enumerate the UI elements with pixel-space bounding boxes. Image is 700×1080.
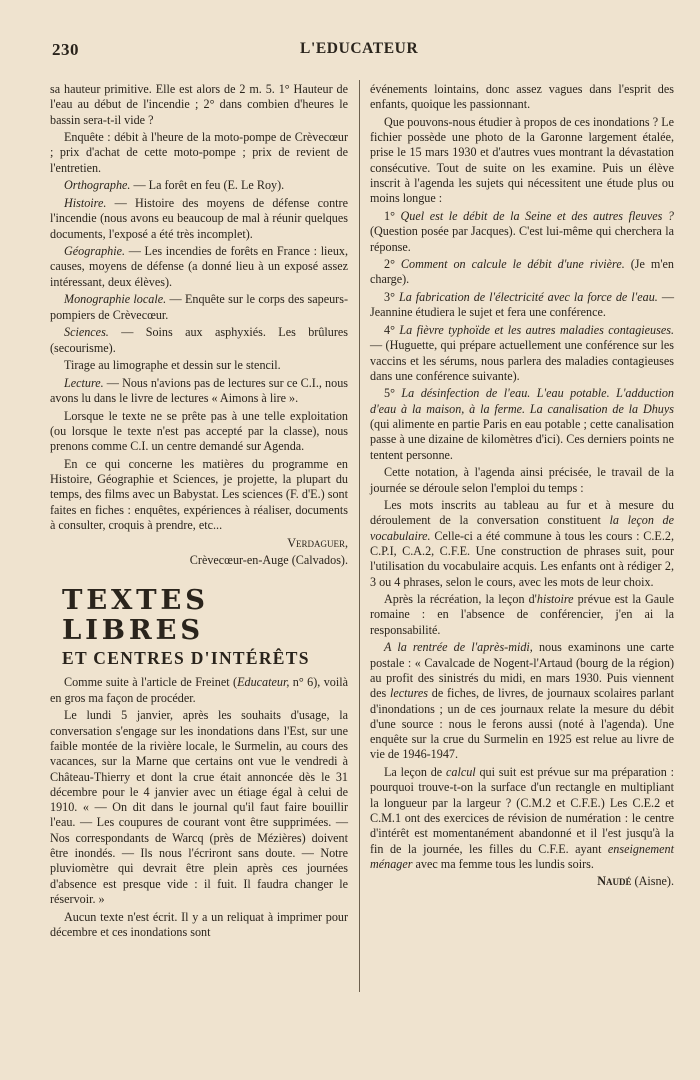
- apres-midi-text-d: de fiches, de livres, de journaux scolaires parlant d'inondations ; un de ces journaux relate la mesure du débit d'une source : nous le ferons aussi (noté à l'agenda). Une enquête sur la crue du Surmelin en 1925 est relue au livre de vie de 1946-1947.: [370, 686, 675, 762]
- item-2-label: Comment on calcule le débit d'une rivière.: [400, 257, 625, 272]
- right-paragraph-inondations: Que pouvons-nous étudier à propos de ces inondations ? Le fichier possède une photo de la Garonne largement étalée, prise le 15 mars 1930 et d'autres vues montrant la dévastation consécutive. Tout de suite on les examine. Puis un élève inscrit à l'agenda les sujets qui nécessitent une étude plus ou moins longue :: [370, 114, 674, 206]
- histoire-word: histoire: [536, 592, 574, 607]
- left-paragraph-aucun: Aucun texte n'est écrit. Il y a un reliquat à imprimer pour décembre et ces inondations sont: [50, 909, 348, 939]
- left-paragraph-histoire: [50, 196, 348, 242]
- left-paragraph-sciences: [50, 325, 348, 356]
- geographie-text: — Les incendies de forêts en France : lieux, causes, moyens de défense (a donné lieu à un exposé assez intéressant, deux élèves).: [50, 244, 348, 289]
- right-item-4: [370, 323, 674, 384]
- left-paragraph-orthographe: [50, 178, 348, 193]
- vocab-label: la leçon de vocabulaire.: [370, 513, 675, 543]
- item-5-label: La désinfection de l'eau. L'eau potable. L'adduction d'eau à la maison, à la ferme. La canalisation de la Dhuys: [370, 386, 674, 416]
- left-paragraph-enquete: Enquête : débit à l'heure de la moto-pompe de Crèvecœur ; prix d'achat de cette moto-pompe ; prix de revient de l'entretien.: [50, 130, 348, 175]
- column-divider: [359, 80, 360, 992]
- calcul-text-a: La leçon de: [384, 765, 446, 780]
- lecture-label: Lecture.: [64, 375, 104, 390]
- right-signature-place: (Aisne).: [631, 874, 674, 889]
- lectures-word: lectures: [389, 686, 428, 701]
- right-signature-name: Naudé: [597, 874, 632, 889]
- sciences-label: Sciences.: [64, 325, 109, 340]
- orthographe-text: — La forêt en feu (E. Le Roy).: [130, 178, 285, 193]
- left-paragraph-tirage: Tirage au limographe et dessin sur le stencil.: [64, 358, 281, 373]
- monographie-text: — Enquête sur le corps des sapeurs-pompiers de Crèvecœur.: [50, 292, 348, 322]
- item-5-number: 5°: [384, 386, 402, 401]
- item-3-text: — Jeannine étudiera le sujet et fera une conférence.: [370, 290, 674, 320]
- item-4-text: — (Huguette, qui prépare actuellement une conférence sur les vaccins et les sérums, nous parlera des maladies contagieuses dans une conférence suivante).: [370, 338, 674, 383]
- right-paragraph-1: événements lointains, donc assez vagues dans l'esprit des enfants, quoique les passionnant.: [370, 82, 674, 112]
- item-5-text: (qui alimente en partie Paris en eau potable ; cette canalisation passe à une dizaine de kilomètres d'ici). Ces derniers points ne tentent personne.: [370, 417, 674, 462]
- item-1-label: Quel est le débit de la Seine et des autres fleuves ?: [400, 208, 675, 223]
- right-item-3: [370, 290, 674, 321]
- signature-name: Verdaguer,: [287, 535, 348, 550]
- sciences-text: — Soins aux asphyxiés. Les brûlures (secourisme).: [50, 325, 348, 355]
- right-item-2: [370, 257, 674, 288]
- item-3-label: La fabrication de l'électricité avec la force de l'eau.: [398, 290, 658, 305]
- orthographe-label: Orthographe.: [64, 178, 131, 193]
- left-paragraph-geographie: [50, 244, 348, 290]
- apres-midi-text-b: nous examinons une carte postale : « Cavalcade de Nogent-l'Artaud (bourg de la région) au profit des sinistrés du midi, en mars 1930. Puis viennent des: [370, 640, 674, 701]
- apres-midi-label: A la rentrée de l'après-midi,: [384, 640, 533, 655]
- histoire-text: — Histoire des moyens de défense contre l'incendie (nous avons eu beaucoup de mal à réunir quelques documents, l'exposé a été très incomplet).: [50, 195, 348, 241]
- right-paragraph-histoire: [370, 592, 674, 638]
- calcul-text-c: qui suit est prévue sur ma préparation : pourquoi trouve-t-on la surface d'un rectangle en multipliant la longueur par la largeur ? (C.M.2 et C.F.E.) Les C.E.2 et C.M.1 ont des exercices de révision de numération : le centre d'intérêt est momentanément abandonné et il l'est jusqu'à la fin de la journée, les filles du C.F.E. ayant: [370, 765, 674, 856]
- page-number: 230: [52, 40, 79, 59]
- vocab-text-c: Celle-ci a été commune à tous les cours : C.E.2, C.P.I, C.A.2, C.F.E. Une construction de phrases suit, pour l'utilisation du vocabulaire acquis. Les enfants ont à rédiger 2, 3 ou 4 phrases, selon le cours, avec les mots de leur choix.: [370, 528, 674, 589]
- right-item-5: [370, 386, 674, 462]
- left-paragraph-lecture: [50, 376, 348, 407]
- geographie-label: Géographie.: [64, 244, 126, 259]
- enseignement-menager: enseignement ménager: [370, 841, 674, 871]
- left-paragraph-monographie: [50, 292, 348, 323]
- right-paragraph-vocabulaire: [370, 498, 674, 590]
- histoire-label: Histoire.: [64, 195, 107, 210]
- lecture-text: — Nous n'avions pas de lectures sur ce C.I., nous avons lu dans le livre de lectures « Aimons à lire ».: [50, 375, 348, 406]
- left-paragraph-lorsque: Lorsque le texte ne se prête pas à une telle exploitation (ou lorsque le texte n'est pas accepté par la classe), nous prenons comme C.I. un centre demandé sur Agenda.: [50, 408, 348, 454]
- histoire-text-c: prévue est la Gaule romaine : en l'absence de conférencier, j'en ai la responsabilité.: [370, 592, 674, 637]
- right-paragraph-notation: Cette notation, à l'agenda ainsi précisée, le travail de la journée se déroule selon l'emploi du temps :: [370, 465, 674, 495]
- histoire-text-a: Après la récréation, la leçon d': [384, 592, 537, 607]
- right-signature: [370, 874, 674, 889]
- right-column: [370, 82, 674, 892]
- right-paragraph-apres-midi: [370, 640, 674, 762]
- item-4-label: La fièvre typhoïde et les autres maladies contagieuses.: [399, 322, 674, 337]
- item-1-number: 1°: [384, 208, 401, 223]
- intro-educateur: Educateur,: [237, 675, 290, 690]
- calcul-text-e: avec ma femme tous les lundis soirs.: [412, 856, 594, 871]
- item-2-number: 2°: [384, 257, 401, 272]
- journal-title: L'EDUCATEUR: [300, 40, 419, 57]
- item-1-text: (Question posée par Jacques). C'est lui-même qui cherchera la réponse.: [370, 224, 674, 254]
- intro-text-a: Comme suite à l'article de Freinet (: [64, 675, 238, 690]
- item-3-number: 3°: [384, 290, 399, 305]
- right-paragraph-calcul: [370, 765, 674, 872]
- left-paragraph-intro: [50, 675, 348, 706]
- item-4-number: 4°: [384, 322, 400, 337]
- calcul-word: calcul: [445, 765, 476, 780]
- monographie-label: Monographie locale.: [64, 292, 167, 307]
- left-column: [50, 82, 348, 942]
- left-paragraph-lundi: Le lundi 5 janvier, après les souhaits d'usage, la conversation s'engage sur les inondations dans l'Est, sur une faible montée de la rivière locale, le Surmelin, au cours des vacances, sur la Marne que certains ont vue le vendredi à Château-Thierry et dont la crue était annoncée dès le 31 décembre pour le 4 janvier avec un étiage égal à celui de 1910. « — On dit dans le journal qu'il faut faire bouillir l'eau. — Les coupures de courant vont être supprimées. — Nos correspondants de Warcq (près de Mézières) doivent être inondés. — Ils nous l'écriront sans doute. — Notre pluviomètre qui devrait être plein après ces journées d'absence est presque vide : il fuit. Il faudra changer le réservoir. »: [50, 708, 348, 906]
- left-paragraph-1: sa hauteur primitive. Elle est alors de 2 m. 5. 1° Hauteur de l'eau au début de l'incendie ; 2° dans combien d'heures le bassin sera-t-il vide ?: [50, 82, 348, 127]
- left-paragraph-programme: En ce qui concerne les matières du programme en Histoire, Géographie et Sciences, je projette, la plupart du temps, des films avec un Babystat. Les sciences (F. d'E.) sont faites en fiches : enquêtes, expériences à réaliser, documents à consulter, croquis à prendre, etc...: [50, 456, 348, 532]
- vocab-text-a: Les mots inscrits au tableau au fur et à mesure du déroulement de la conversation constituent: [370, 498, 674, 528]
- right-item-1: [370, 209, 674, 255]
- item-2-text: (Je m'en charge).: [370, 257, 674, 287]
- signature-place: Crèvecœur-en-Auge (Calvados).: [189, 553, 348, 568]
- intro-text-c: n° 6), voilà en gros ma façon de procéder.: [50, 675, 348, 705]
- article-title: TEXTES LIBRES: [62, 584, 209, 647]
- article-subtitle: ET CENTRES D'INTÉRÊTS: [62, 648, 310, 669]
